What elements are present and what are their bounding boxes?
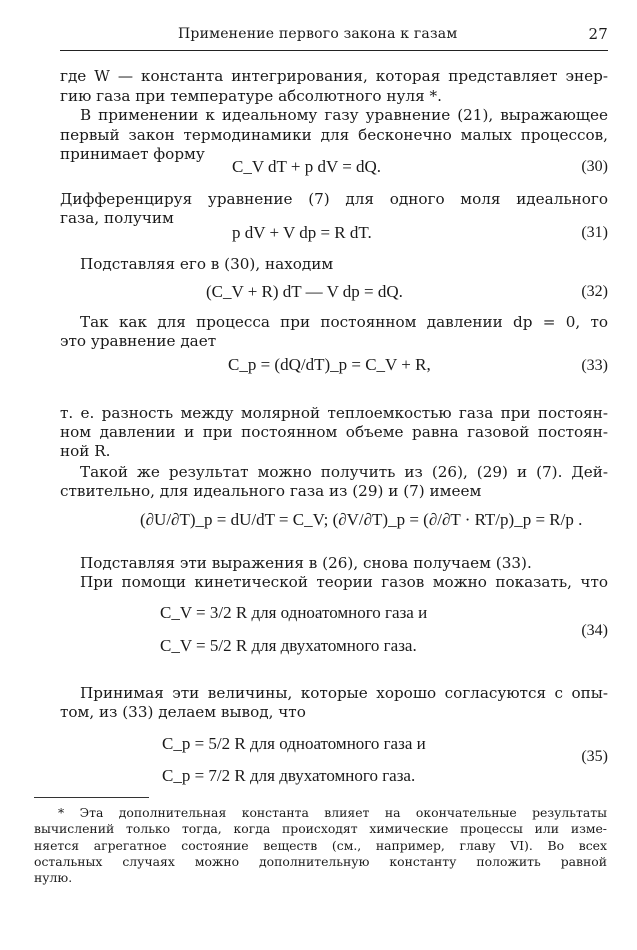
running-title: Применение первого закона к газам — [178, 26, 458, 42]
text-line: Подставляя эти выражения в (26), снова получаем (33). — [80, 554, 532, 572]
equation-30-number: (30) — [581, 158, 608, 175]
equation-33-number: (33) — [581, 357, 608, 374]
equation-34-line2: C_V = 5/2 R для двухатомного газа. — [160, 636, 417, 655]
text-line: это уравнение дает — [60, 332, 217, 350]
footnote-line: нулю. — [34, 870, 73, 885]
page-number: 27 — [588, 25, 608, 43]
footnote-line: остальных случаях можно дополнительную константу положить равной — [34, 854, 607, 869]
equation-35-number: (35) — [581, 748, 608, 765]
footnote-line: * Эта дополнительная константа влияет на окончательные результаты — [58, 805, 607, 820]
equation-31-number: (31) — [581, 224, 608, 241]
text-line: В применении к идеальному газу уравнение (21), выражающее — [80, 106, 608, 124]
text-line: ной R. — [60, 442, 111, 460]
footnote-rule — [34, 797, 149, 798]
text-line: Такой же результат можно получить из (26), (29) и (7). Дей- — [80, 463, 608, 481]
footnote-line: няется агрегатное состояние веществ (см., например, главу VI). Во всех — [34, 838, 607, 853]
text-line: При помощи кинетической теории газов можно показать, что — [80, 573, 608, 591]
text-line: ном давлении и при постоянном объеме равна газовой постоян- — [60, 423, 608, 441]
equation-35-line1: C_p = 5/2 R для одноатомного газа и — [162, 734, 426, 753]
equation-32: (C_V + R) dT — V dp = dQ. — [206, 282, 403, 301]
text-line: т. е. разность между молярной теплоемкостью газа при постоян- — [60, 404, 608, 422]
text-line: Так как для процесса при постоянном давлении dp = 0, то — [80, 313, 608, 331]
text-line: первый закон термодинамики для бесконечно малых процессов, — [60, 126, 608, 144]
text-line: газа, получим — [60, 209, 174, 227]
text-line: Подставляя его в (30), находим — [80, 255, 334, 273]
equation-partials: (∂U/∂T)_p = dU/dT = C_V; (∂V/∂T)_p = (∂/∂T · RT/p)_p = R/p . — [140, 510, 583, 529]
text-line: Принимая эти величины, которые хорошо согласуются с опы- — [80, 684, 608, 702]
text-line: ствительно, для идеального газа из (29) и (7) имеем — [60, 482, 482, 500]
text-line: где W — константа интегрирования, которая представляет энер- — [60, 67, 608, 85]
equation-30: C_V dT + p dV = dQ. — [232, 157, 382, 176]
equation-34-number: (34) — [581, 622, 608, 639]
text-line: гию газа при температуре абсолютного нуля *. — [60, 87, 442, 105]
page-header — [60, 22, 608, 51]
equation-34-line1: C_V = 3/2 R для одноатомного газа и — [160, 603, 428, 622]
text-line: Дифференцируя уравнение (7) для одного моля идеального — [60, 190, 608, 208]
equation-32-number: (32) — [581, 283, 608, 300]
text-line: том, из (33) делаем вывод, что — [60, 703, 306, 721]
footnote-line: вычислений только тогда, когда происходят химические процессы или изме- — [34, 821, 607, 836]
equation-35-line2: C_p = 7/2 R для двухатомного газа. — [162, 766, 416, 785]
equation-33: C_p = (dQ/dT)_p = C_V + R, — [228, 355, 431, 374]
equation-31: p dV + V dp = R dT. — [232, 223, 372, 242]
text-line: принимает форму — [60, 145, 205, 163]
